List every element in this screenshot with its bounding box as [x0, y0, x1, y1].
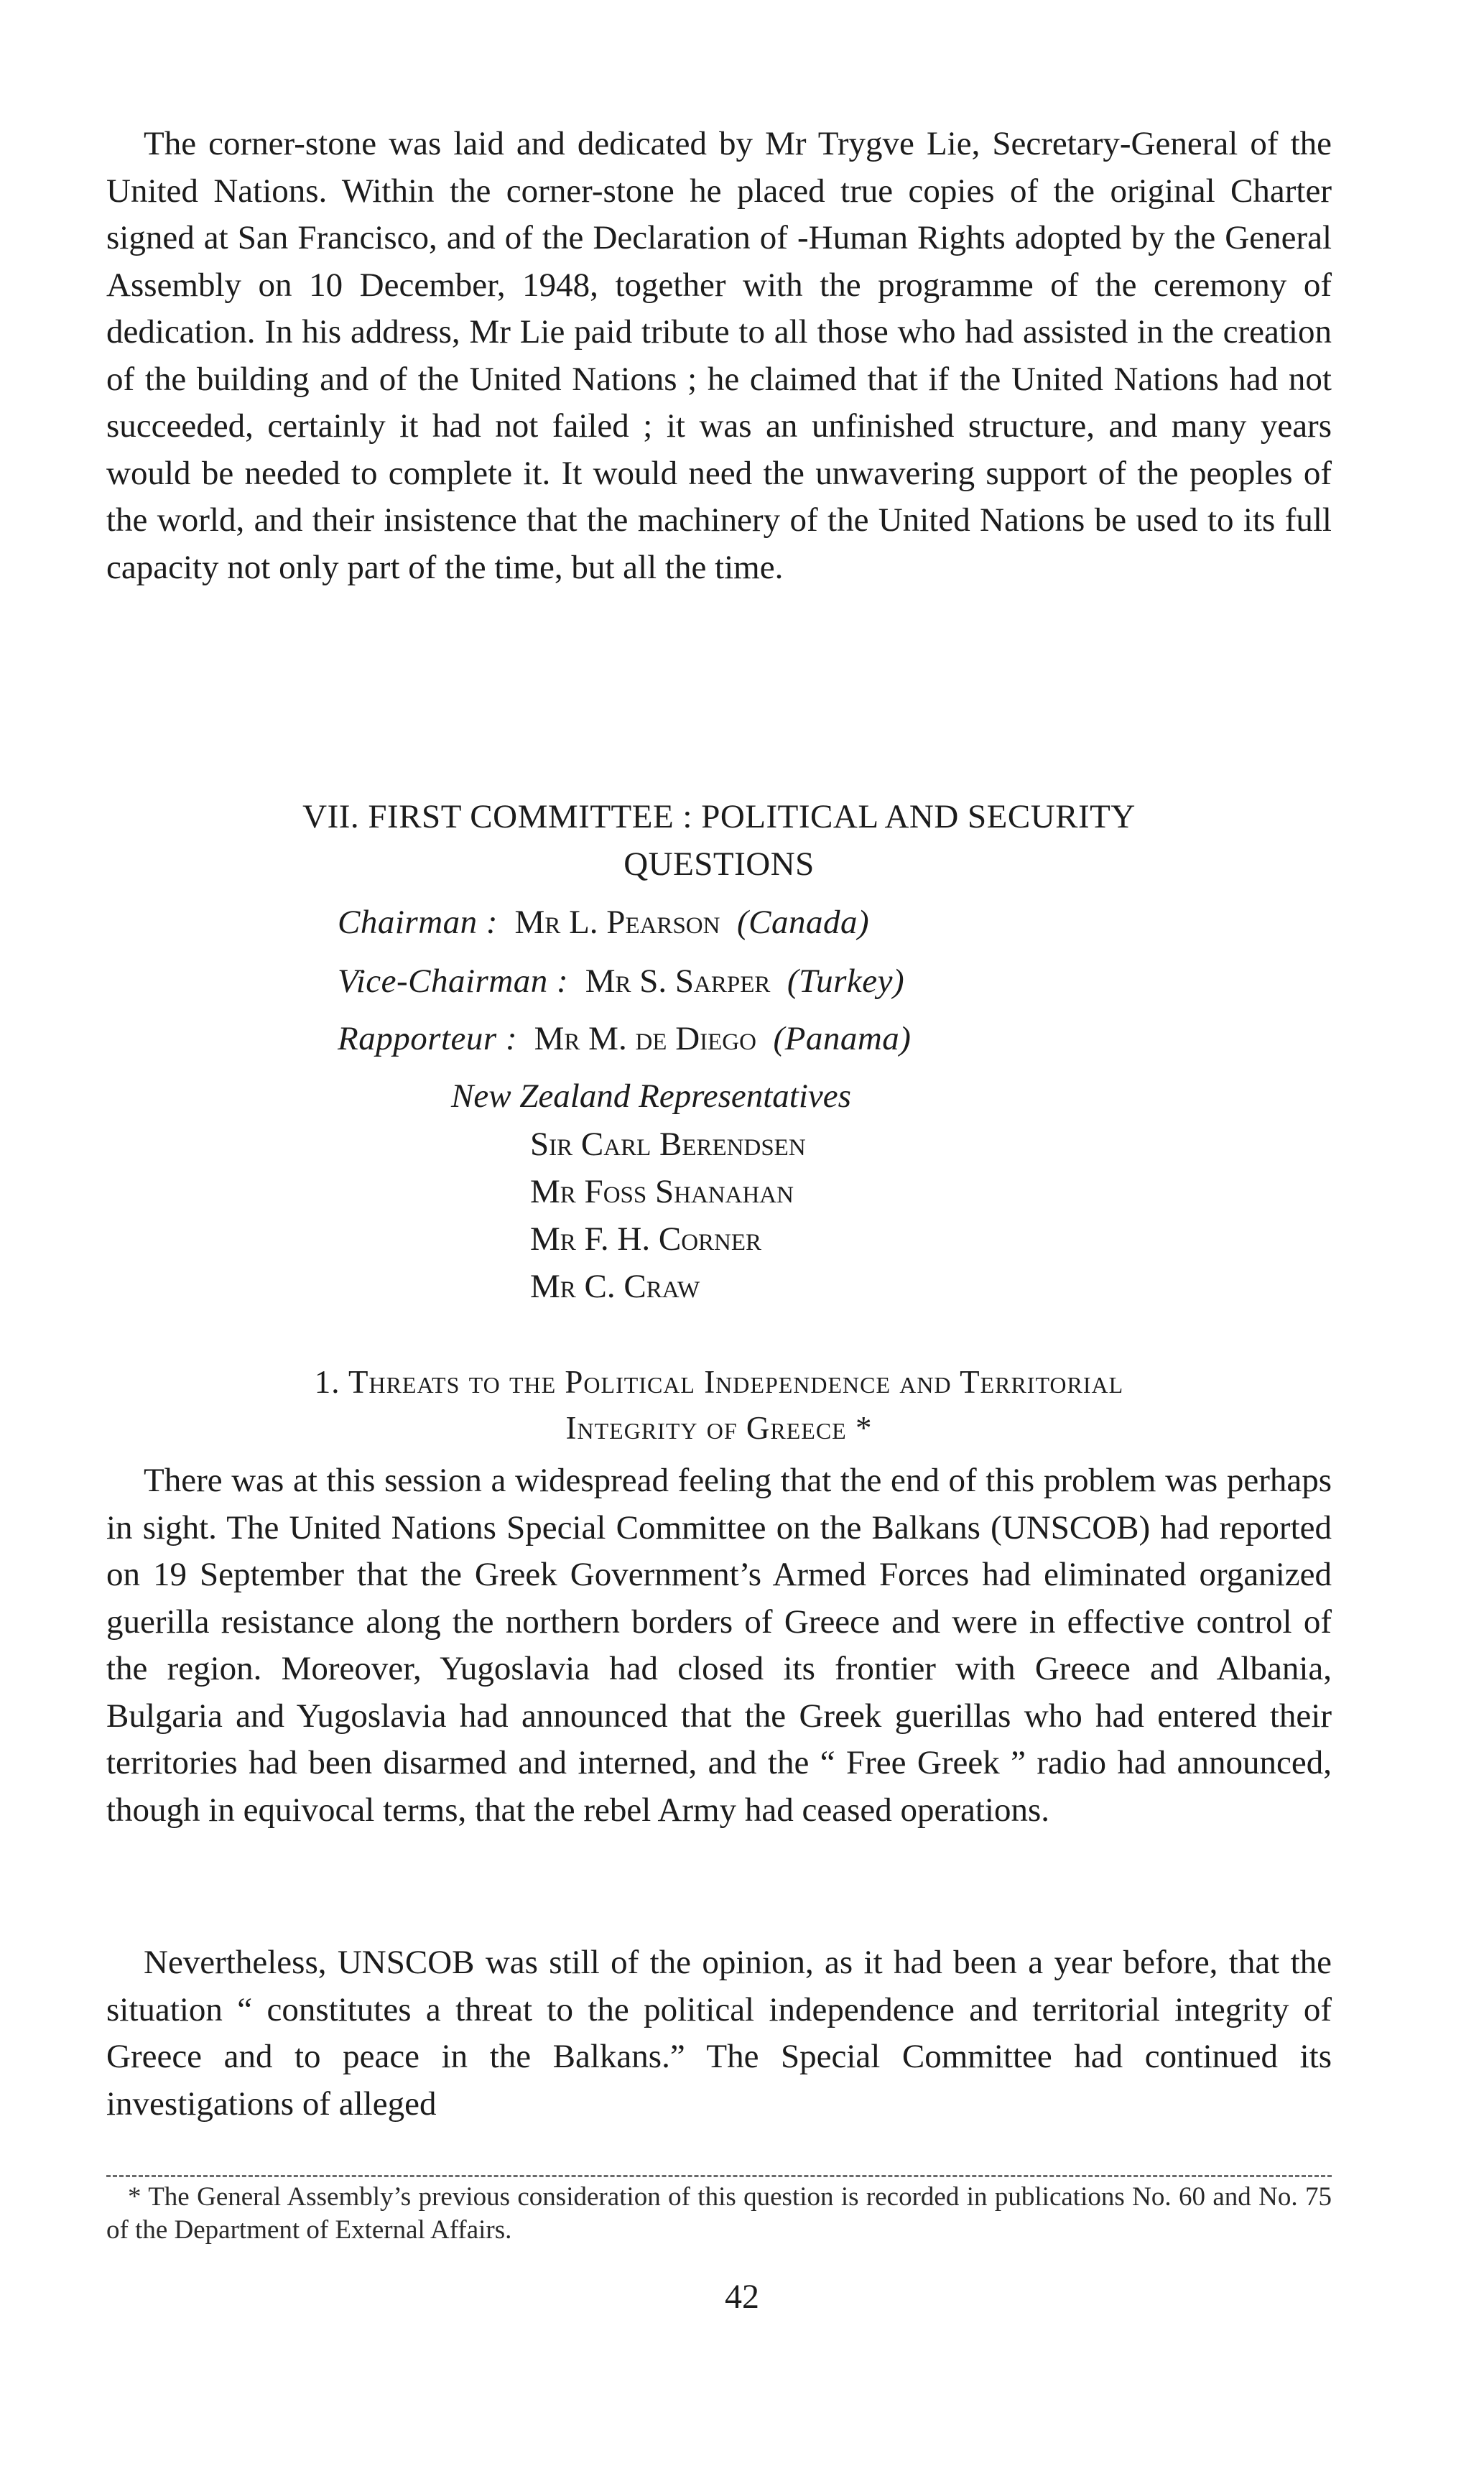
representative-name: Mr C. Craw [530, 1268, 700, 1305]
officer-name: Mr S. Sarper [585, 963, 771, 1000]
officer-country: (Canada) [736, 904, 870, 941]
chapter-title-line1: VII. FIRST COMMITTEE : POLITICAL AND SECURITY [302, 798, 1136, 835]
intro-paragraph: The corner-stone was laid and dedicated by Mr Trygve Lie, Secretary-General of the United Nations. Within the corner-stone he placed true copies of the original Charter signed at San Francisco, and of the Declaration of -Human Rights adopted by the General Assembly on 10 December, 1948, together with the programme of the ceremony of dedication. In his address, Mr Lie paid tribute to all those who had assisted in the creation of the building and of the United Nations ; he claimed that if the United Nations had not succeeded, certainly it had not failed ; it was an unfinished structure, and many years would be needed to complete it. It would need the unwavering support of the peoples of the world, and their insistence that the machinery of the United Nations be used to its full capacity not only part of the time, but all the time. [106, 125, 1332, 586]
representatives-title: New Zealand Representatives [451, 1077, 851, 1115]
officer-rapporteur [338, 1015, 911, 1062]
officer-country: (Panama) [773, 1020, 912, 1057]
footnote: * The General Assembly’s previous consideration of this question is recorded in publications No. 60 and No. 75 of the Department of External Affairs. [106, 2182, 1332, 2245]
chapter-title-line2: QUESTIONS [623, 845, 815, 883]
section-title-line1: 1. Threats to the Political Independence and Territorial [314, 1364, 1124, 1400]
representative-name: Mr F. H. Corner [530, 1220, 762, 1258]
officer-country: (Turkey) [787, 963, 905, 1000]
representative-name: Sir Carl Berendsen [530, 1126, 806, 1163]
footnote-rule [106, 2175, 1332, 2177]
representative-name: Mr Foss Shanahan [530, 1173, 794, 1210]
officer-role: Chairman : [338, 904, 498, 941]
page-number: 42 [725, 2278, 759, 2316]
officer-role: Rapporteur : [338, 1020, 518, 1057]
officer-vice-chairman [338, 957, 904, 1005]
officer-role: Vice-Chairman : [338, 963, 569, 1000]
officer-chairman [338, 899, 869, 946]
officer-name: Mr M. de Diego [534, 1020, 756, 1057]
body-paragraph: There was at this session a widespread feeling that the end of this problem was perhaps in sight. The United Nations Special Committee on the Balkans (UNSCOB) had reported on 19 September that the Greek Government’s Armed Forces had eliminated organized guerilla resistance along the northern borders of Greece and were in effective control of the region. Moreover, Yugoslavia had closed its frontier with Greece and Albania, Bulgaria and Yugoslavia had announced that the Greek guerillas who had entered their territories had been disarmed and interned, and the “ Free Greek ” radio had announced, though in equivocal terms, that the rebel Army had ceased operations. [106, 1462, 1332, 1829]
officer-name: Mr L. Pearson [514, 904, 720, 941]
body-paragraph: Nevertheless, UNSCOB was still of the opinion, as it had been a year before, that the situation “ constitutes a threat to the political independence and territorial integrity of Greece and to peace in the Balkans.” The Special Committee had continued its investigations of alleged [106, 1944, 1332, 2123]
section-title-line2: Integrity of Greece * [565, 1410, 873, 1446]
